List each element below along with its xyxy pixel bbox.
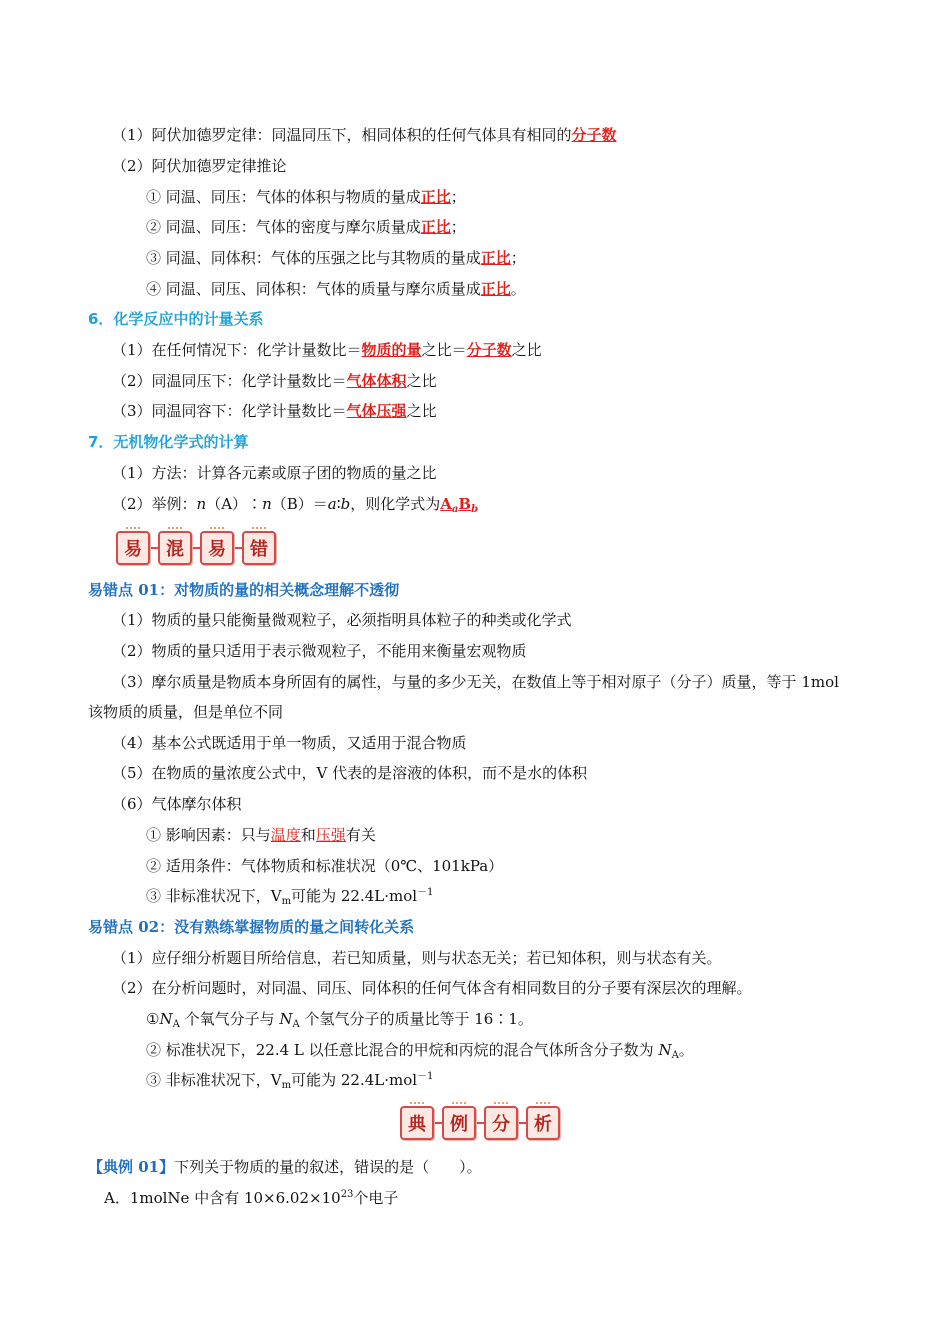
- text: ；: [450, 188, 466, 206]
- badge-char: 典: [400, 1106, 434, 1140]
- subscript: m: [281, 1080, 292, 1091]
- text: 之比: [406, 372, 437, 390]
- answer-text: 正比: [480, 249, 511, 267]
- badge-connector: [150, 547, 158, 549]
- error-point-02-item-2: （2）在分析问题时，对同温、同压、同体积的任何气体含有相同数目的分子要有深层次的理解。: [112, 979, 752, 997]
- error-point-01-item-1: （1）物质的量只能衡量微观粒子，必须指明具体粒子的种类或化学式: [112, 611, 572, 629]
- text: 个氧气分子与: [179, 1010, 280, 1028]
- badge-connector: [234, 547, 242, 549]
- text: ③ 非标准状况下，V: [146, 887, 282, 905]
- text: ；: [510, 249, 526, 267]
- text: A: [440, 495, 452, 513]
- text: 。: [678, 1041, 694, 1059]
- error-point-01-sub-3: [146, 885, 433, 907]
- text: 有关: [345, 826, 376, 844]
- error-point-02-sub-2: [146, 1039, 694, 1061]
- text: （2）举例：: [112, 495, 197, 513]
- error-point-01-sub-1: [146, 824, 376, 846]
- stoichiometry-line-1: [112, 339, 542, 361]
- stoichiometry-line-2: [112, 370, 437, 392]
- example-analysis-badge: [400, 1106, 560, 1140]
- text: （1）方法：计算各元素或原子团的物质的量之比: [112, 464, 437, 482]
- badge-char: 易: [116, 531, 150, 565]
- badge-char: 错: [242, 531, 276, 565]
- badge-connector: [518, 1122, 526, 1124]
- error-point-01-title: 易错点 01：对物质的量的相关概念理解不透彻: [88, 581, 400, 599]
- error-point-01-item-3: （3）摩尔质量是物质本身所固有的属性，与量的多少无关，在数值上等于相对原子（分子）质量，等于 1mol 该物质的质量，但是单位不同: [88, 673, 839, 721]
- subscript: A: [172, 1019, 180, 1030]
- example-01-option-a: [104, 1187, 398, 1209]
- text: 之比: [511, 341, 542, 359]
- text: ① 同温、同压：气体的体积与物质的量成: [146, 188, 421, 206]
- text: ；: [450, 218, 466, 236]
- answer-text: 气体压强: [346, 402, 407, 420]
- text: 。: [510, 280, 526, 298]
- error-point-02-sub-3: [146, 1069, 433, 1091]
- text: ∶: [336, 495, 341, 513]
- text: 可能为 22.4L·mol: [291, 887, 418, 905]
- answer-text: 气体体积: [346, 372, 407, 390]
- italic-var: N: [159, 1010, 173, 1028]
- text: A．1molNe 中含有 10×6.02×10: [104, 1189, 341, 1207]
- text: （1）阿伏加德罗定律：同温同压下，相同体积的任何气体具有相同的: [112, 126, 572, 144]
- subscript: A: [671, 1050, 679, 1061]
- answer-text: 压强: [315, 826, 346, 844]
- italic-var: b: [340, 495, 351, 513]
- stoichiometry-line-3: [112, 400, 437, 422]
- answer-text: 正比: [420, 218, 451, 236]
- answer-text: 温度: [270, 826, 301, 844]
- superscript: －1: [417, 887, 434, 898]
- error-point-01-sub-2: ② 适用条件：气体物质和标准状况（0℃、101kPa）: [146, 857, 504, 875]
- formula-example-line: [112, 493, 478, 515]
- answer-text: 正比: [420, 188, 451, 206]
- answer-text: 分子数: [466, 341, 512, 359]
- text: ①: [146, 1010, 160, 1028]
- text: （1）在任何情况下：化学计量数比＝: [112, 341, 362, 359]
- error-point-02-item-1: （1）应仔细分析题目所给信息，若已知质量，则与状态无关；若已知体积，则与状态有关。: [112, 949, 722, 967]
- italic-var: a: [327, 495, 337, 513]
- italic-var: N: [658, 1041, 672, 1059]
- badge-connector: [192, 547, 200, 549]
- example-tag: 【典例 01】: [88, 1158, 175, 1176]
- text: 之比: [406, 402, 437, 420]
- text: 个氢气分子的质量比等于 16∶1。: [299, 1010, 533, 1028]
- text: ③ 同温、同体积：气体的压强之比与其物质的量成: [146, 249, 481, 267]
- italic-var: n: [262, 495, 272, 513]
- corollary-item-4: [146, 278, 526, 300]
- badge-char: 易: [200, 531, 234, 565]
- text: 个电子: [353, 1189, 399, 1207]
- error-point-01-item-6: （6）气体摩尔体积: [112, 795, 242, 813]
- example-01-question: [88, 1156, 482, 1178]
- text: （B）＝: [271, 495, 328, 513]
- corollary-item-3: [146, 247, 526, 269]
- badge-connector: [476, 1122, 484, 1124]
- text: （2）阿伏加德罗定律推论: [112, 157, 287, 175]
- formula-method-line: [112, 462, 437, 484]
- error-point-01-item-2: （2）物质的量只适用于表示微观粒子，不能用来衡量宏观物质: [112, 642, 527, 660]
- error-point-02-sub-1: [146, 1008, 533, 1030]
- text: 之比＝: [421, 341, 467, 359]
- text: 和: [300, 826, 316, 844]
- text: ③ 非标准状况下，V: [146, 1071, 282, 1089]
- text: 下列关于物质的量的叙述，错误的是（ ）。: [174, 1158, 482, 1176]
- italic-var: n: [196, 495, 207, 513]
- error-point-02-title: 易错点 02：没有熟练掌握物质的量之间转化关系: [88, 918, 415, 936]
- text: ，则化学式为: [350, 495, 441, 513]
- badge-connector: [434, 1122, 442, 1124]
- confusion-badge: [116, 531, 276, 565]
- text: ④ 同温、同压、同体积：气体的质量与摩尔质量成: [146, 280, 481, 298]
- badge-char: 混: [158, 531, 192, 565]
- text: （A）∶: [206, 495, 263, 513]
- italic-var: N: [279, 1010, 293, 1028]
- error-point-01-item-4: （4）基本公式既适用于单一物质，又适用于混合物质: [112, 734, 467, 752]
- text: 可能为 22.4L·mol: [291, 1071, 418, 1089]
- badge-char: 例: [442, 1106, 476, 1140]
- superscript: －1: [417, 1071, 434, 1082]
- corollary-item-2: [146, 216, 466, 238]
- text: B: [458, 495, 472, 513]
- text: （3）同温同容下：化学计量数比＝: [112, 402, 347, 420]
- answer-text: 分子数: [571, 126, 617, 144]
- formula-answer: [440, 495, 478, 513]
- superscript: 23: [340, 1189, 354, 1200]
- badge-char: 析: [526, 1106, 560, 1140]
- subscript: a: [451, 504, 459, 515]
- subscript: m: [281, 896, 292, 907]
- section-heading-7: 7．无机物化学式的计算: [88, 433, 249, 451]
- answer-text: 正比: [480, 280, 511, 298]
- badge-char: 分: [484, 1106, 518, 1140]
- corollary-item-1: [146, 186, 466, 208]
- text: ① 影响因素：只与: [146, 826, 271, 844]
- subscript: b: [471, 504, 479, 515]
- avogadro-law-line: [112, 124, 617, 146]
- section-heading-6: 6．化学反应中的计量关系: [88, 310, 264, 328]
- avogadro-corollary-heading: [112, 155, 287, 177]
- answer-text: 物质的量: [361, 341, 422, 359]
- text: （2）同温同压下：化学计量数比＝: [112, 372, 347, 390]
- subscript: A: [292, 1019, 300, 1030]
- text: ② 标准状况下，22.4 L 以任意比混合的甲烷和丙烷的混合气体所含分子数为: [146, 1041, 659, 1059]
- text: ② 同温、同压：气体的密度与摩尔质量成: [146, 218, 421, 236]
- error-point-01-item-5: （5）在物质的量浓度公式中，V 代表的是溶液的体积，而不是水的体积: [112, 764, 588, 782]
